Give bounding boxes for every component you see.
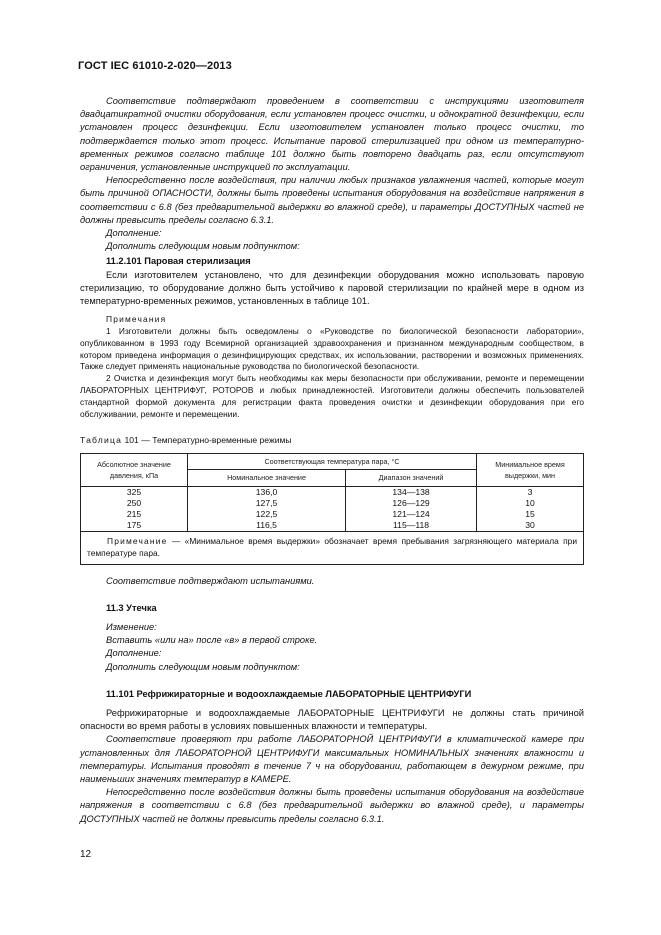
paragraph-add-subclause: Дополнить следующим новым подпунктом: bbox=[106, 241, 300, 252]
paragraph-add-subclause-2: Дополнить следующим новым подпунктом: bbox=[106, 661, 300, 672]
time-value: 3 bbox=[527, 486, 533, 497]
header-range: Диапазон значений bbox=[346, 470, 477, 487]
heading-leakage: 11.3 Утечка bbox=[106, 602, 157, 613]
pressure-column bbox=[81, 486, 188, 532]
header-time: Минимальное время выдержки, мин bbox=[477, 453, 584, 486]
pressure-value: 250 bbox=[126, 497, 142, 508]
notes-block bbox=[80, 314, 584, 420]
note-2: 2 Очистка и дезинфекция могут быть необходимы как меры безопасности при обслуживании, ремонте и перемещении ЛАБОРАТОРНЫХ ЦЕНТРИФУГ, РОТОРОВ и любых принадлежностей. Изготовители должны обеспечить пользователей стандартной формой документа для регистрации факта проведения очистки и дезинфекции оборудования при его обслуживании, ремонте и перемещении. bbox=[80, 373, 584, 419]
paragraph-change-label: Изменение: bbox=[106, 622, 157, 633]
paragraph-steam-sterilization: Если изготовителем установлено, что для дезинфекции оборудования можно использовать паровую стерилизацию, то оборудование должно быть устойчиво к паровой стерилизации по крайней мере в одном из температурно-временных режимов, установленных в таблице 101. bbox=[80, 269, 584, 307]
table-caption-word: Таблица bbox=[80, 435, 123, 446]
paragraph-compliance-tests: Соответствие подтверждают испытаниями. bbox=[106, 575, 315, 586]
pressure-value: 325 bbox=[126, 486, 142, 497]
nominal-value: 136,0 bbox=[255, 486, 278, 497]
nominal-value: 122,5 bbox=[255, 509, 278, 520]
paragraph-compliance-cleaning: Соответствие подтверждают проведением в соответствии с инструкциями изготовителя двадцатикратной очистки оборудования, если установлен процесс очистки, и однократной дезинфекции, если установлен процесс дезинфекции. Если изготовителем установлен только процесс очистки, то подтверждается только этот процесс. Испытание паровой стерилизацией при одном из температурно-временных режимов согласно таблице 101 должно быть повторено двадцать раз, если отсутствуют ограничения, установленные инструкцией по эксплуатации. bbox=[80, 96, 584, 173]
table-note-heading: Примечание bbox=[107, 536, 168, 547]
temperature-time-table bbox=[80, 453, 584, 565]
table-caption bbox=[80, 434, 584, 447]
time-value: 30 bbox=[525, 520, 535, 531]
note-1: 1 Изготовители должны быть осведомлены о «Руководстве по биологической безопасности лаборатории», опубликованном в 1993 году Всемирной организацией здравоохранения и признанном международным сообществом, в котором приведена информация о дезинфицирующих средствах, их использовании, растворении и возможных применениях. Также следует применять национальные руководства по биологической безопасности. bbox=[80, 326, 584, 372]
range-column bbox=[346, 486, 477, 532]
document-body bbox=[80, 95, 584, 826]
paragraph-insert-text: Вставить «или на» после «в» в первой строке. bbox=[106, 635, 318, 646]
pressure-value: 215 bbox=[126, 509, 142, 520]
nominal-value: 127,5 bbox=[255, 497, 278, 508]
paragraph-voltage-test: Непосредственно после воздействия, при наличии любых признаков увлажнения частей, которые могут быть причиной ОПАСНОСТИ, должны быть проведены испытания оборудования на воздействие напряжения в соответствии с 6.8 (без предварительной выдержки во влажной среде), и параметры ДОСТУПНЫХ частей не должны превысить пределы согласно 6.3.1. bbox=[80, 175, 584, 225]
paragraph-addition-label: Дополнение: bbox=[106, 228, 162, 239]
paragraph-centrifuges: Рефрижираторные и водоохлаждаемые ЛАБОРАТОРНЫЕ ЦЕНТРИФУГИ не должны стать причиной опасности во время работы в условиях повышенных влажности и температуры. bbox=[80, 708, 584, 732]
pressure-value: 175 bbox=[126, 520, 142, 531]
heading-centrifuges: 11.101 Рефрижираторные и водоохлаждаемые ЛАБОРАТОРНЫЕ ЦЕНТРИФУГИ bbox=[106, 688, 472, 699]
nominal-column bbox=[188, 486, 346, 532]
table-values bbox=[81, 486, 584, 532]
table-note bbox=[81, 532, 584, 564]
table-note-text: — «Минимальное время выдержки» обозначает время пребывания загрязняющего материала при температуре пара. bbox=[87, 536, 578, 559]
heading-steam-sterilization: 11.2.101 Паровая стерилизация bbox=[106, 256, 251, 267]
range-value: 126—129 bbox=[392, 497, 430, 508]
page-number: 12 bbox=[80, 849, 92, 860]
notes-heading: Примечания bbox=[106, 314, 167, 325]
paragraph-addition-label-2: Дополнение: bbox=[106, 648, 162, 659]
nominal-value: 116,5 bbox=[256, 520, 277, 531]
header-temperature: Соответствующая температура пара, °С bbox=[188, 453, 477, 470]
table-caption-text: 101 — Температурно-временные режимы bbox=[124, 435, 292, 446]
range-value: 134—138 bbox=[392, 486, 430, 497]
header-nominal: Номинальное значение bbox=[188, 470, 346, 487]
time-column bbox=[477, 486, 584, 532]
document-header: ГОСТ IEC 61010-2-020—2013 bbox=[78, 60, 232, 72]
range-value: 115—118 bbox=[393, 520, 430, 531]
time-value: 15 bbox=[525, 509, 535, 520]
range-value: 121—124 bbox=[392, 509, 430, 520]
time-value: 10 bbox=[525, 497, 535, 508]
paragraph-climate-chamber: Соответствие проверяют при работе ЛАБОРАТОРНОЙ ЦЕНТРИФУГИ в климатической камере при установленных для ЛАБОРАТОРНОЙ ЦЕНТРИФУГИ максимальных НОМИНАЛЬНЫХ значениях влажности и температуры. Испытания проводят в течение 7 ч на оборудовании, работающем в дежурном режиме, при наименьших значениях температур в КАМЕРЕ. bbox=[80, 734, 584, 785]
paragraph-voltage-test-2: Непосредственно после воздействия должны быть проведены испытания оборудования на воздействие напряжения в соответствии с 6.8 (без предварительной выдержки во влажной среде), и параметры ДОСТУПНЫХ частей не должны превысить пределы согласно 6.3.1. bbox=[80, 787, 584, 824]
header-pressure: Абсолютное значение давления, кПа bbox=[81, 453, 188, 486]
